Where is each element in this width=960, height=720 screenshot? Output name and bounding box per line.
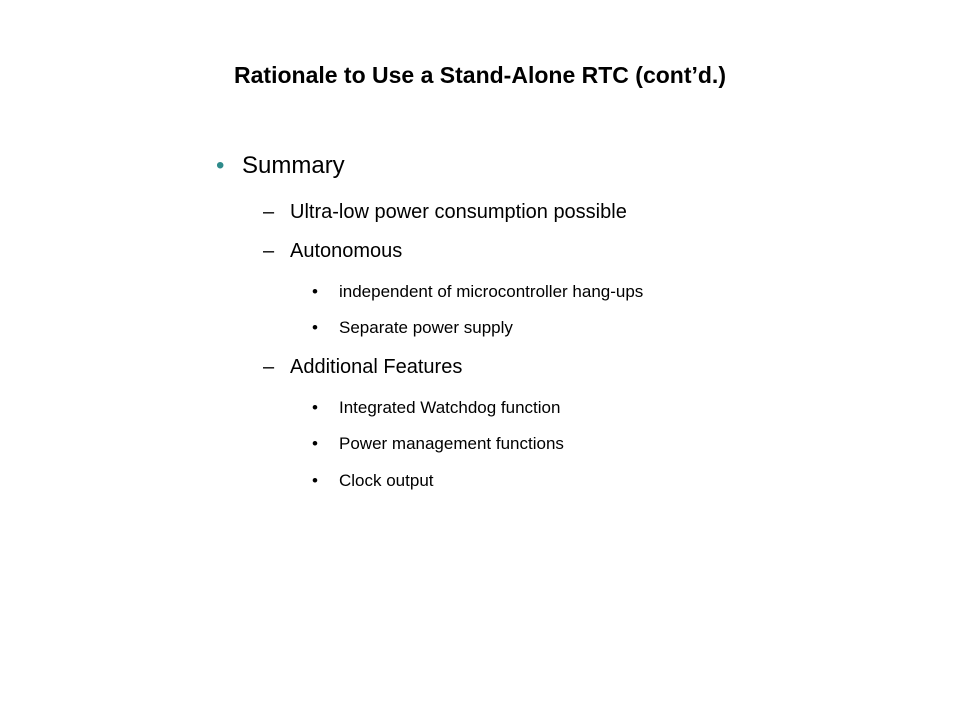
sub-sub-bullet-text: Separate power supply	[339, 318, 513, 337]
dash-marker: –	[263, 240, 275, 262]
bullet-marker: •	[312, 282, 318, 301]
bullet-marker: •	[216, 152, 225, 179]
bullet-marker: •	[312, 471, 318, 490]
bullet-text: Summary	[242, 152, 345, 179]
sub-sub-bullet-text: independent of microcontroller hang-ups	[339, 282, 644, 301]
dash-marker: –	[263, 201, 275, 223]
sub-sub-bullet-text: Power management functions	[339, 434, 564, 453]
bullet-marker: •	[312, 398, 318, 417]
bullet-marker: •	[312, 434, 318, 453]
sub-bullet-text: Autonomous	[290, 240, 403, 262]
slide-title: Rationale to Use a Stand-Alone RTC (cont’d.)	[234, 62, 726, 88]
bullet-marker: •	[312, 318, 318, 337]
dash-marker: –	[263, 356, 275, 378]
sub-sub-bullet-text: Clock output	[339, 471, 434, 490]
sub-sub-bullet-text: Integrated Watchdog function	[339, 398, 561, 417]
sub-bullet-text: Ultra-low power consumption possible	[290, 201, 627, 223]
sub-bullet-text: Additional Features	[290, 356, 463, 378]
